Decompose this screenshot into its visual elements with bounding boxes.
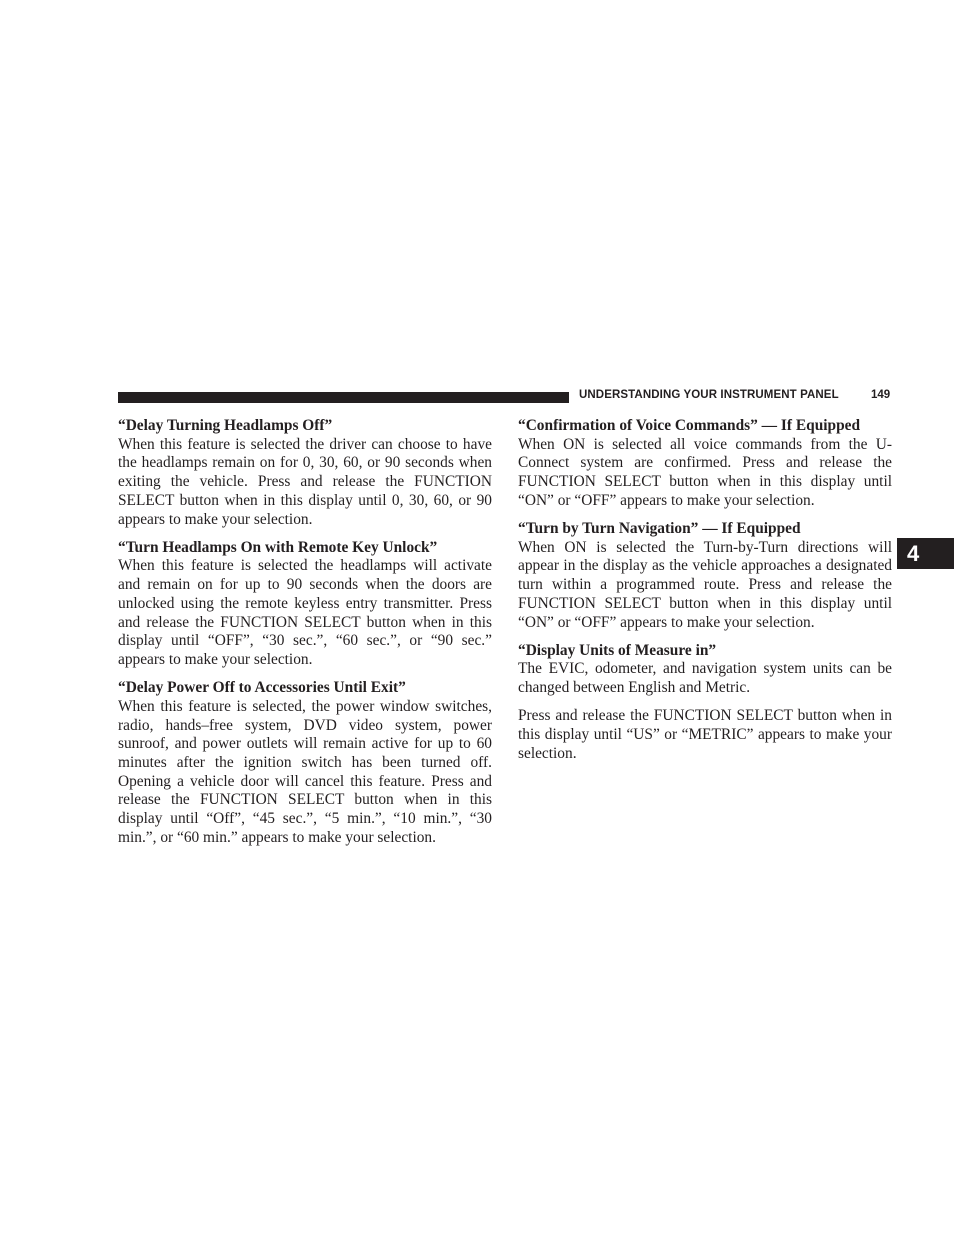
section-body: When this feature is selected the headlamps will activate and remain on for up to 90 seconds when the doors are unlocked using the remote keyless entry transmitter. Press and release the FUNCTION SELECT button when in this display until “OFF”, “30 sec.”, “60 sec.”, or “90 sec.” appears to make your selection. — [118, 557, 492, 668]
section-body: When ON is selected all voice commands from the U-Connect system are confirmed. Press and release the FUNCTION SELECT button when in this display until “ON” or “OFF” appears to make your selection. — [518, 435, 892, 509]
section-body-second-paragraph: Press and release the FUNCTION SELECT button when in this display until “US” or “METRIC” appears to make your selection. — [518, 707, 892, 762]
section-body: When this feature is selected the driver can choose to have the headlamps remain on for 0, 30, 60, or 90 seconds when exiting the vehicle. Press and release the FUNCTION SELECT button when in this display until 0, 30, 60, or 90 appears to make your selection. — [118, 435, 492, 528]
section-body: When this feature is selected, the power window switches, radio, hands–free system, DVD video system, power sunroof, and power outlets will remain active for up to 60 minutes after the ignition switch has been turned off. Opening a vehicle door will cancel this feature. Press and release the FUNCTION SELECT button when in this display until “Off”, “45 sec.”, “5 min.”, “10 min.”, “30 min.”, or “60 min.” appears to make your selection. — [118, 697, 492, 846]
section-units-of-measure — [518, 642, 892, 764]
section-delay-headlamps-off — [118, 417, 492, 529]
running-header-title: UNDERSTANDING YOUR INSTRUMENT PANEL — [579, 389, 839, 401]
page-number: 149 — [871, 389, 891, 401]
section-heading: “Delay Power Off to Accessories Until Exit” — [118, 679, 406, 697]
section-delay-power-off — [118, 679, 492, 847]
right-column — [518, 417, 892, 773]
section-heading: “Confirmation of Voice Commands” — If Equipped — [518, 417, 861, 434]
section-body: The EVIC, odometer, and navigation system units can be changed between English and Metric. — [518, 660, 892, 697]
section-heading: “Display Units of Measure in” — [518, 641, 717, 659]
header-rule-bar — [118, 392, 569, 403]
section-turn-by-turn — [518, 520, 892, 632]
chapter-tab: 4 — [897, 538, 954, 569]
left-column — [118, 417, 492, 857]
section-heading: “Turn Headlamps On with Remote Key Unlock” — [118, 538, 438, 556]
section-headlamps-remote-unlock — [118, 539, 492, 670]
section-heading: “Delay Turning Headlamps Off” — [118, 417, 333, 434]
section-body: When ON is selected the Turn-by-Turn directions will appear in the display as the vehicle approaches a designated turn within a programmed route. Press and release the FUNCTION SELECT button when in this display until “ON” or “OFF” appears to make your selection. — [518, 538, 892, 631]
section-heading: “Turn by Turn Navigation” — If Equipped — [518, 520, 801, 538]
section-voice-confirmation — [518, 417, 892, 511]
